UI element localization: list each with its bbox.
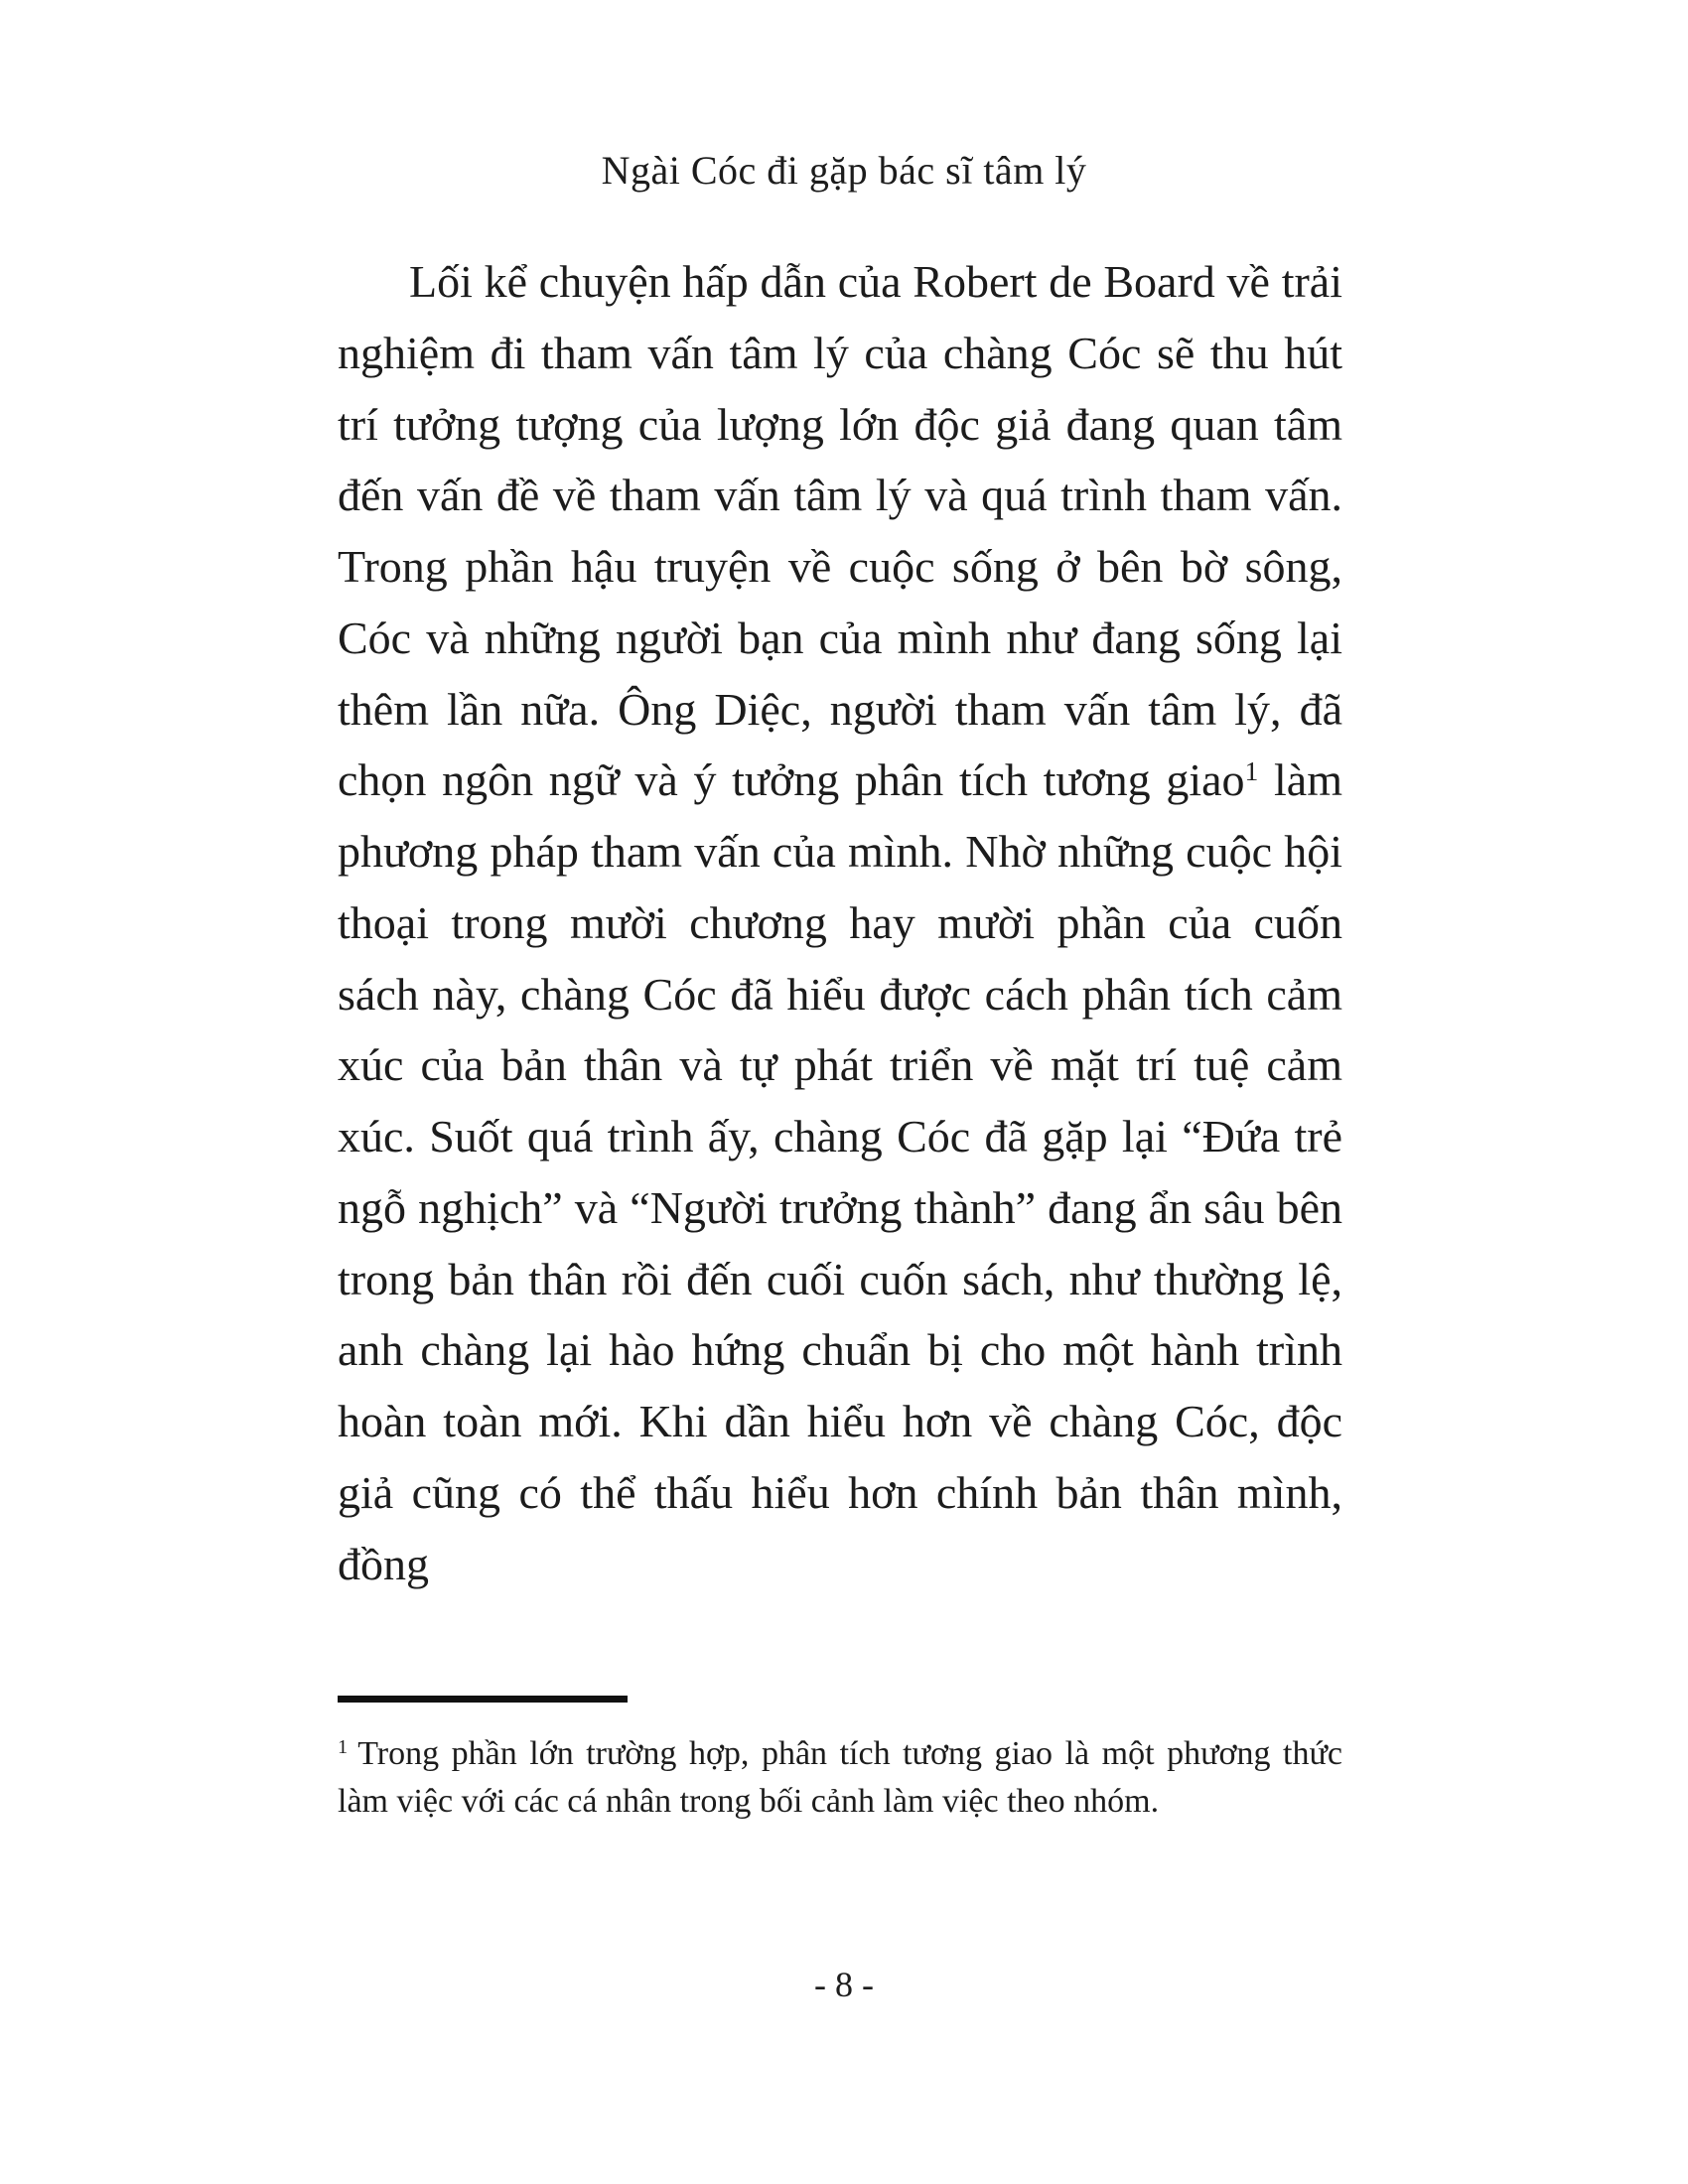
footnote-text: Trong phần lớn trường hợp, phân tích tương giao là một phương thức làm việc với các cá nhân trong bối cảnh làm việc theo nhóm. — [338, 1735, 1342, 1820]
page-number: - 8 - — [814, 1965, 874, 2004]
footnote-divider — [338, 1696, 628, 1703]
body-paragraph — [338, 246, 1342, 1599]
footnote-reference: 1 — [1244, 755, 1259, 787]
body-text-part1: Lối kể chuyện hấp dẫn của Robert de Board về trải nghiệm đi tham vấn tâm lý của chàng Cóc sẽ thu hút trí tưởng tượng của lượng lớn độc giả đang quan tâm đến vấn đề về tham vấn tâm lý và quá trình tham vấn. Trong phần hậu truyện về cuộc sống ở bên bờ sông, Cóc và những người bạn của mình như đang sống lại thêm lần nữa. Ông Diệc, người tham vấn tâm lý, đã chọn ngôn ngữ và ý tưởng phân tích tương giao — [338, 256, 1342, 806]
page-header-title: Ngài Cóc đi gặp bác sĩ tâm lý — [601, 148, 1087, 193]
body-text-part2: làm phương pháp tham vấn của mình. Nhờ những cuộc hội thoại trong mười chương hay mười phần của cuốn sách này, chàng Cóc đã hiểu được cách phân tích cảm xúc của bản thân và tự phát triển về mặt trí tuệ cảm xúc. Suốt quá trình ấy, chàng Cóc đã gặp lại “Đứa trẻ ngỗ nghịch” và “Người trưởng thành” đang ẩn sâu bên trong bản thân rồi đến cuối cuốn sách, như thường lệ, anh chàng lại hào hứng chuẩn bị cho một hành trình hoàn toàn mới. Khi dần hiểu hơn về chàng Cóc, độc giả cũng có thể thấu hiểu hơn chính bản thân mình, đồng — [338, 754, 1342, 1589]
footnote-marker: 1 — [338, 1735, 349, 1758]
footnote-block — [338, 1696, 1342, 1825]
footnote — [338, 1730, 1342, 1825]
